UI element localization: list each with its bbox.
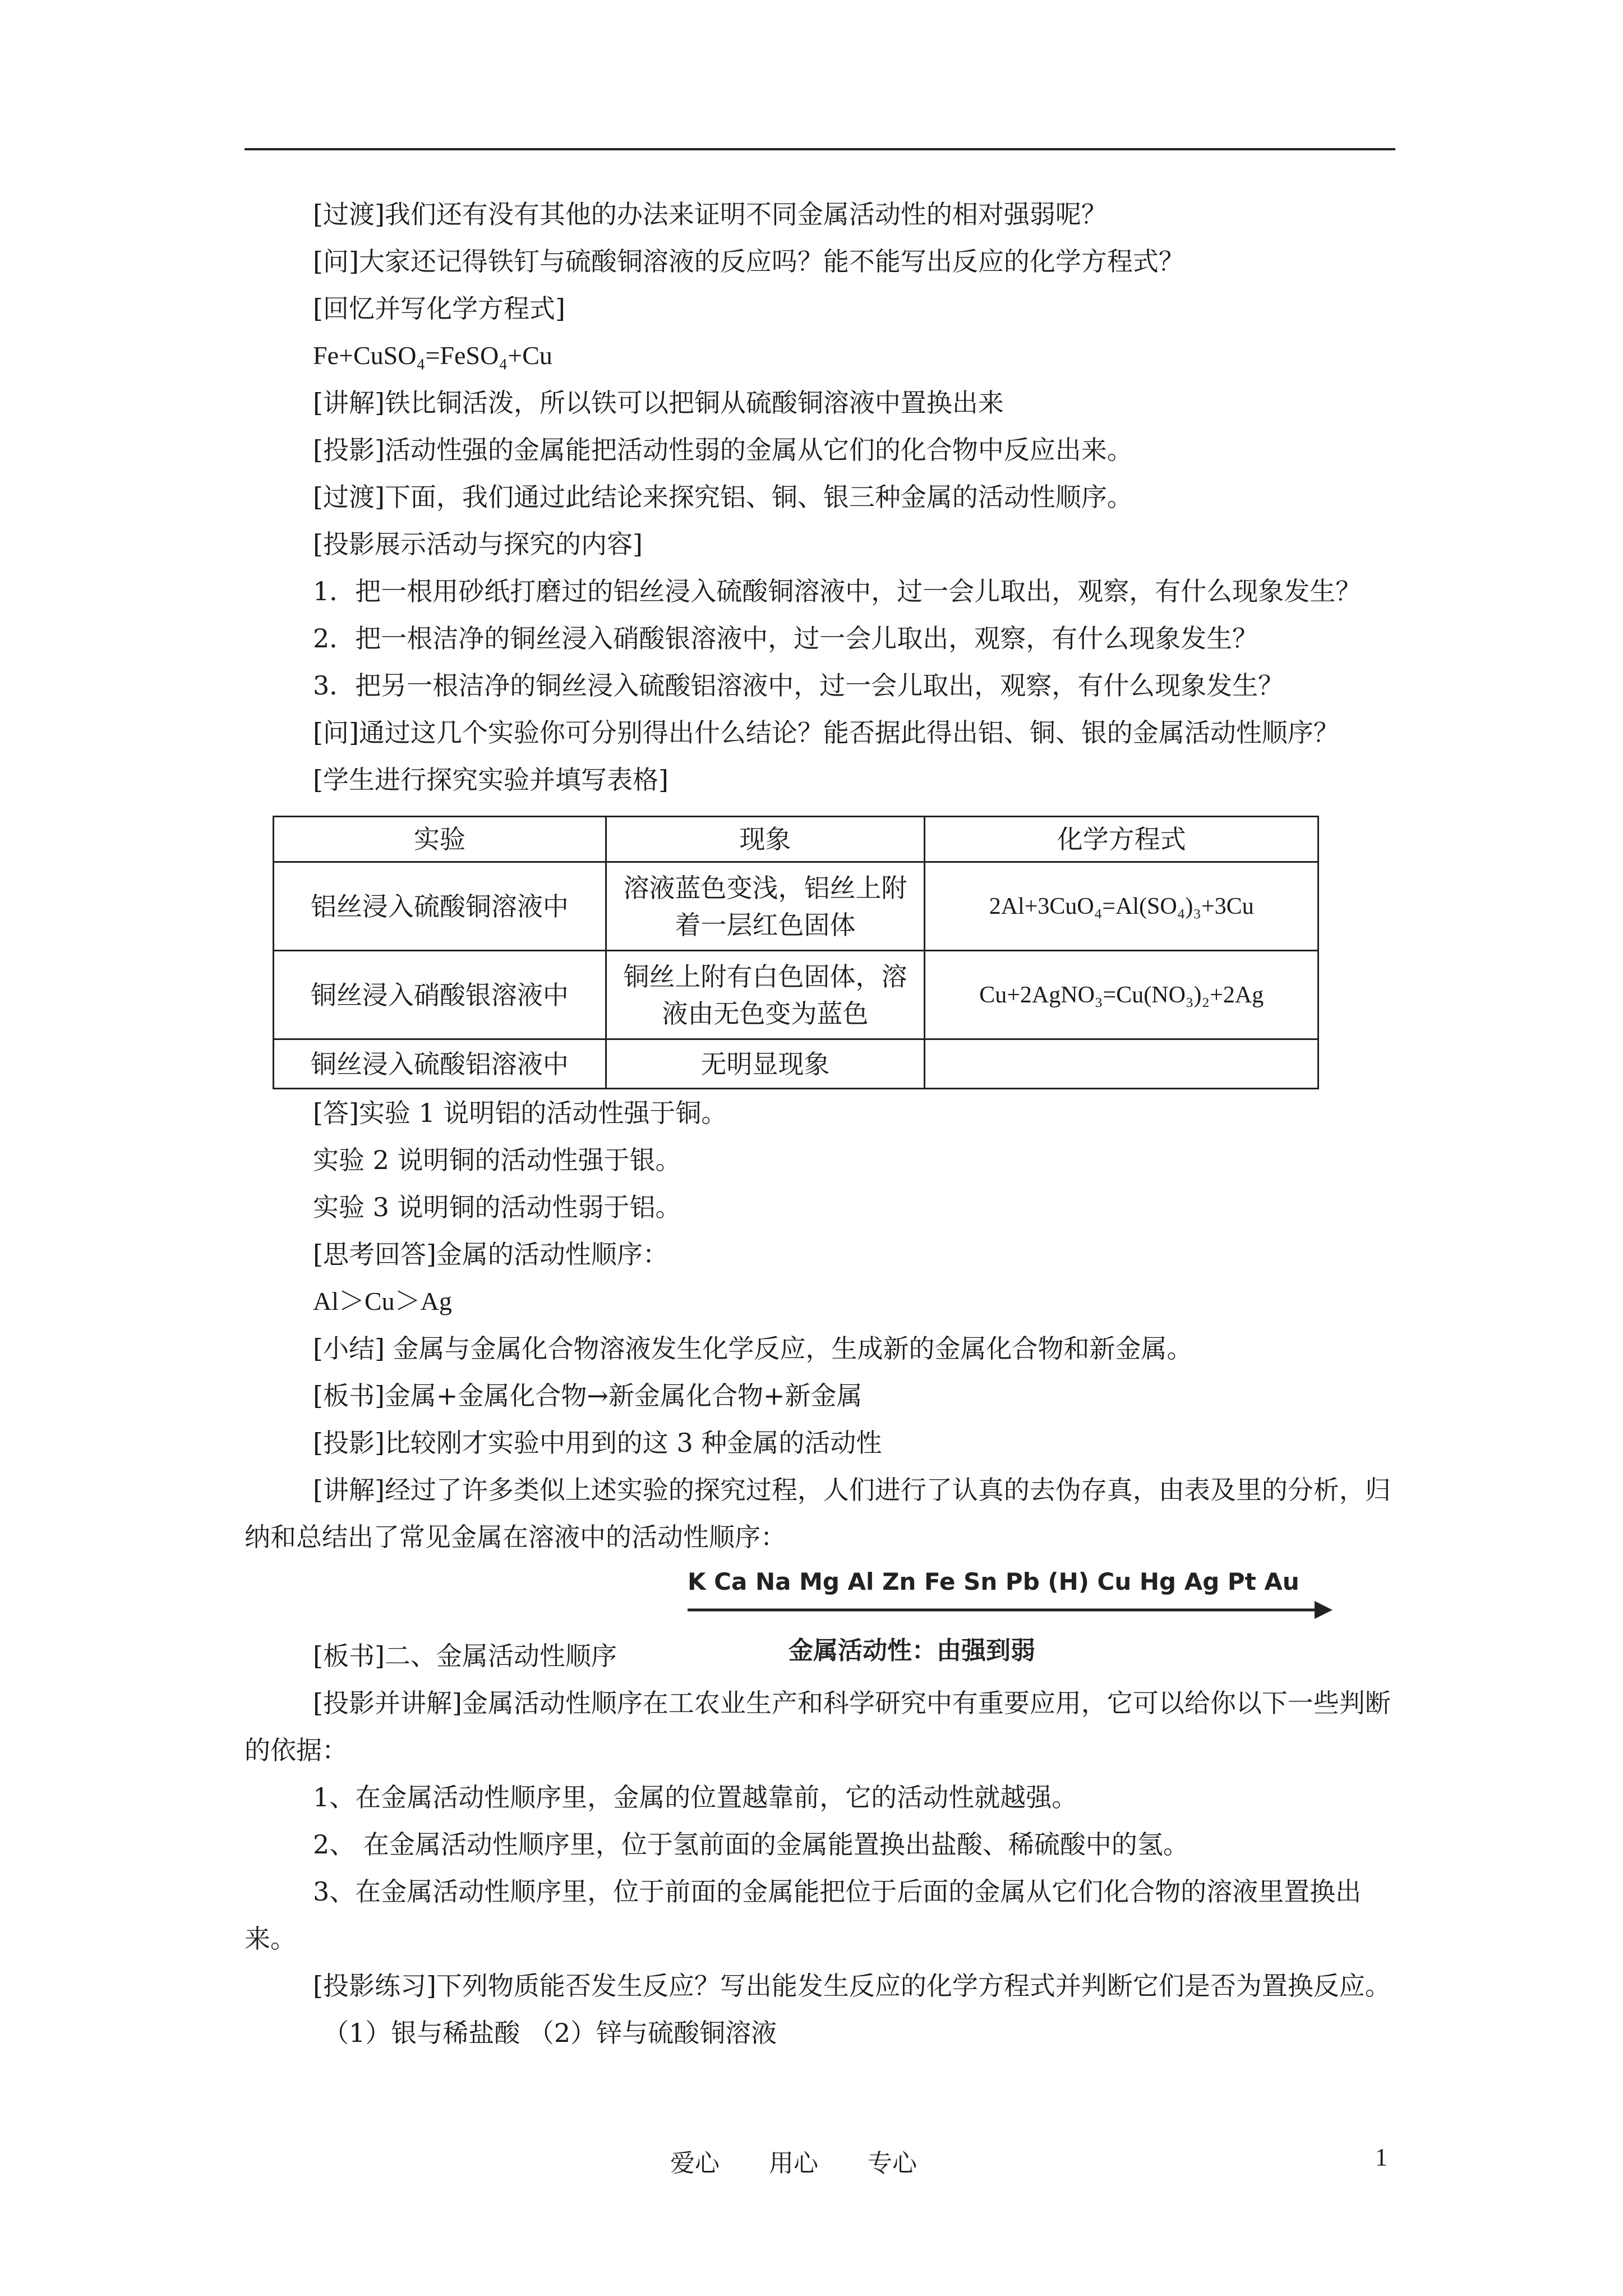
table-cell: 铜丝浸入硫酸铝溶液中 bbox=[274, 1039, 606, 1089]
series-caption: 金属活动性：由强到弱 bbox=[789, 1636, 1035, 1665]
table-cell: 无明显现象 bbox=[606, 1039, 925, 1089]
table-cell: 溶液蓝色变浅，铝丝上附着一层红色固体 bbox=[606, 862, 925, 951]
experiment-step-1: 1．把一根用砂纸打磨过的铝丝浸入硫酸铜溶液中，过一会儿取出，观察，有什么现象发生？ bbox=[313, 576, 1362, 606]
rule-2: 2、 在金属活动性顺序里，位于氢前面的金属能置换出盐酸、稀硫酸中的氢。 bbox=[313, 1829, 1189, 1860]
table-header-cell: 化学方程式 bbox=[925, 817, 1318, 862]
equation-fe-cuso4: Fe+CuSO₄=FeSO₄+Cu bbox=[313, 341, 552, 370]
para-student-task: [学生进行探究实验并填写表格] bbox=[313, 765, 668, 795]
arrow-head-icon bbox=[1315, 1601, 1332, 1619]
para-projection-explain: [投影并讲解]金属活动性顺序在工农业生产和科学研究中有重要应用，它可以给你以下一些判断的依据： bbox=[245, 1688, 1391, 1765]
para-transition-1: [过渡]我们还有没有其他的办法来证明不同金属活动性的相对强弱呢？ bbox=[313, 199, 1107, 229]
para-explain-1: [讲解]铁比铜活泼，所以铁可以把铜从硫酸铜溶液中置换出来 bbox=[313, 388, 1004, 418]
activity-order: Al＞Cu＞Ag bbox=[313, 1287, 452, 1315]
page-number: 1 bbox=[1375, 2143, 1387, 2171]
header-rule bbox=[245, 148, 1395, 150]
para-think-answer: [思考回答]金属的活动性顺序： bbox=[313, 1239, 668, 1269]
para-question-2: [问]通过这几个实验你可分别得出什么结论？能否据此得出铝、铜、银的金属活动性顺序？ bbox=[313, 717, 1339, 748]
table-cell: 铜丝上附有白色固体，溶液由无色变为蓝色 bbox=[606, 951, 925, 1039]
para-exercise: [投影练习]下列物质能否发生反应？写出能发生反应的化学方程式并判断它们是否为置换反应。 bbox=[313, 1971, 1391, 2001]
table-cell: 2Al+3CuO₄=Al(SO₄)₃+3Cu bbox=[925, 862, 1318, 951]
para-board-1: [板书]金属+金属化合物→新金属化合物+新金属 bbox=[313, 1381, 863, 1411]
para-board-2: [板书]二、金属活动性顺序 bbox=[313, 1641, 617, 1671]
para-recall: [回忆并写化学方程式] bbox=[313, 293, 565, 324]
answer-3: 实验 3 说明铜的活动性弱于铝。 bbox=[313, 1192, 681, 1222]
table-row bbox=[274, 862, 1318, 951]
rule-3: 3、在金属活动性顺序里，位于前面的金属能把位于后面的金属从它们化合物的溶液里置换出来。 bbox=[245, 1876, 1362, 1954]
metal-series-text: K Ca Na Mg Al Zn Fe Sn Pb (H) Cu Hg Ag Pt Au bbox=[688, 1568, 1299, 1595]
table-header-cell: 实验 bbox=[274, 817, 606, 862]
para-summary: [小结] 金属与金属化合物溶液发生化学反应，生成新的金属化合物和新金属。 bbox=[313, 1333, 1193, 1364]
table-cell: Cu+2AgNO₃=Cu(NO₃)₂+2Ag bbox=[925, 951, 1318, 1039]
table-cell: 铝丝浸入硫酸铜溶液中 bbox=[274, 862, 606, 951]
para-question-1: [问]大家还记得铁钉与硫酸铜溶液的反应吗？能不能写出反应的化学方程式？ bbox=[313, 246, 1184, 277]
para-explain-2: [讲解]经过了许多类似上述实验的探究过程，人们进行了认真的去伪存真，由表及里的分析，归纳和总结出了常见金属在溶液中的活动性顺序： bbox=[245, 1475, 1391, 1552]
activity-series-figure bbox=[245, 1561, 1395, 1695]
table-row bbox=[274, 951, 1318, 1039]
table-cell bbox=[925, 1039, 1318, 1089]
table-header-cell: 现象 bbox=[606, 817, 925, 862]
table-row bbox=[274, 1039, 1318, 1089]
table-cell: 铜丝浸入硝酸银溶液中 bbox=[274, 951, 606, 1039]
answer-1: [答]实验 1 说明铝的活动性强于铜。 bbox=[313, 1098, 727, 1128]
rule-1: 1、在金属活动性顺序里，金属的位置越靠前，它的活动性就越强。 bbox=[313, 1782, 1078, 1812]
experiment-step-2: 2．把一根洁净的铜丝浸入硝酸银溶液中，过一会儿取出，观察，有什么现象发生？ bbox=[313, 623, 1258, 654]
para-projection-2: [投影]比较刚才实验中用到的这 3 种金属的活动性 bbox=[313, 1428, 882, 1458]
answer-2: 实验 2 说明铜的活动性强于银。 bbox=[313, 1145, 681, 1175]
activity-series-svg bbox=[682, 1561, 1355, 1695]
para-transition-2: [过渡]下面，我们通过此结论来探究铝、铜、银三种金属的活动性顺序。 bbox=[313, 482, 1133, 512]
exercise-items: （1）银与稀盐酸 （2）锌与硫酸铜溶液 bbox=[323, 2018, 777, 2048]
table-header-row bbox=[274, 817, 1318, 862]
para-projection-activity: [投影展示活动与探究的内容] bbox=[313, 529, 643, 559]
para-projection-1: [投影]活动性强的金属能把活动性弱的金属从它们的化合物中反应出来。 bbox=[313, 435, 1133, 465]
footer-motto: 爱心 用心 专心 bbox=[670, 2149, 917, 2178]
experiment-table bbox=[273, 816, 1319, 1089]
document-body bbox=[245, 191, 1395, 2056]
experiment-step-3: 3．把另一根洁净的铜丝浸入硫酸铝溶液中，过一会儿取出，观察，有什么现象发生？ bbox=[313, 670, 1284, 701]
